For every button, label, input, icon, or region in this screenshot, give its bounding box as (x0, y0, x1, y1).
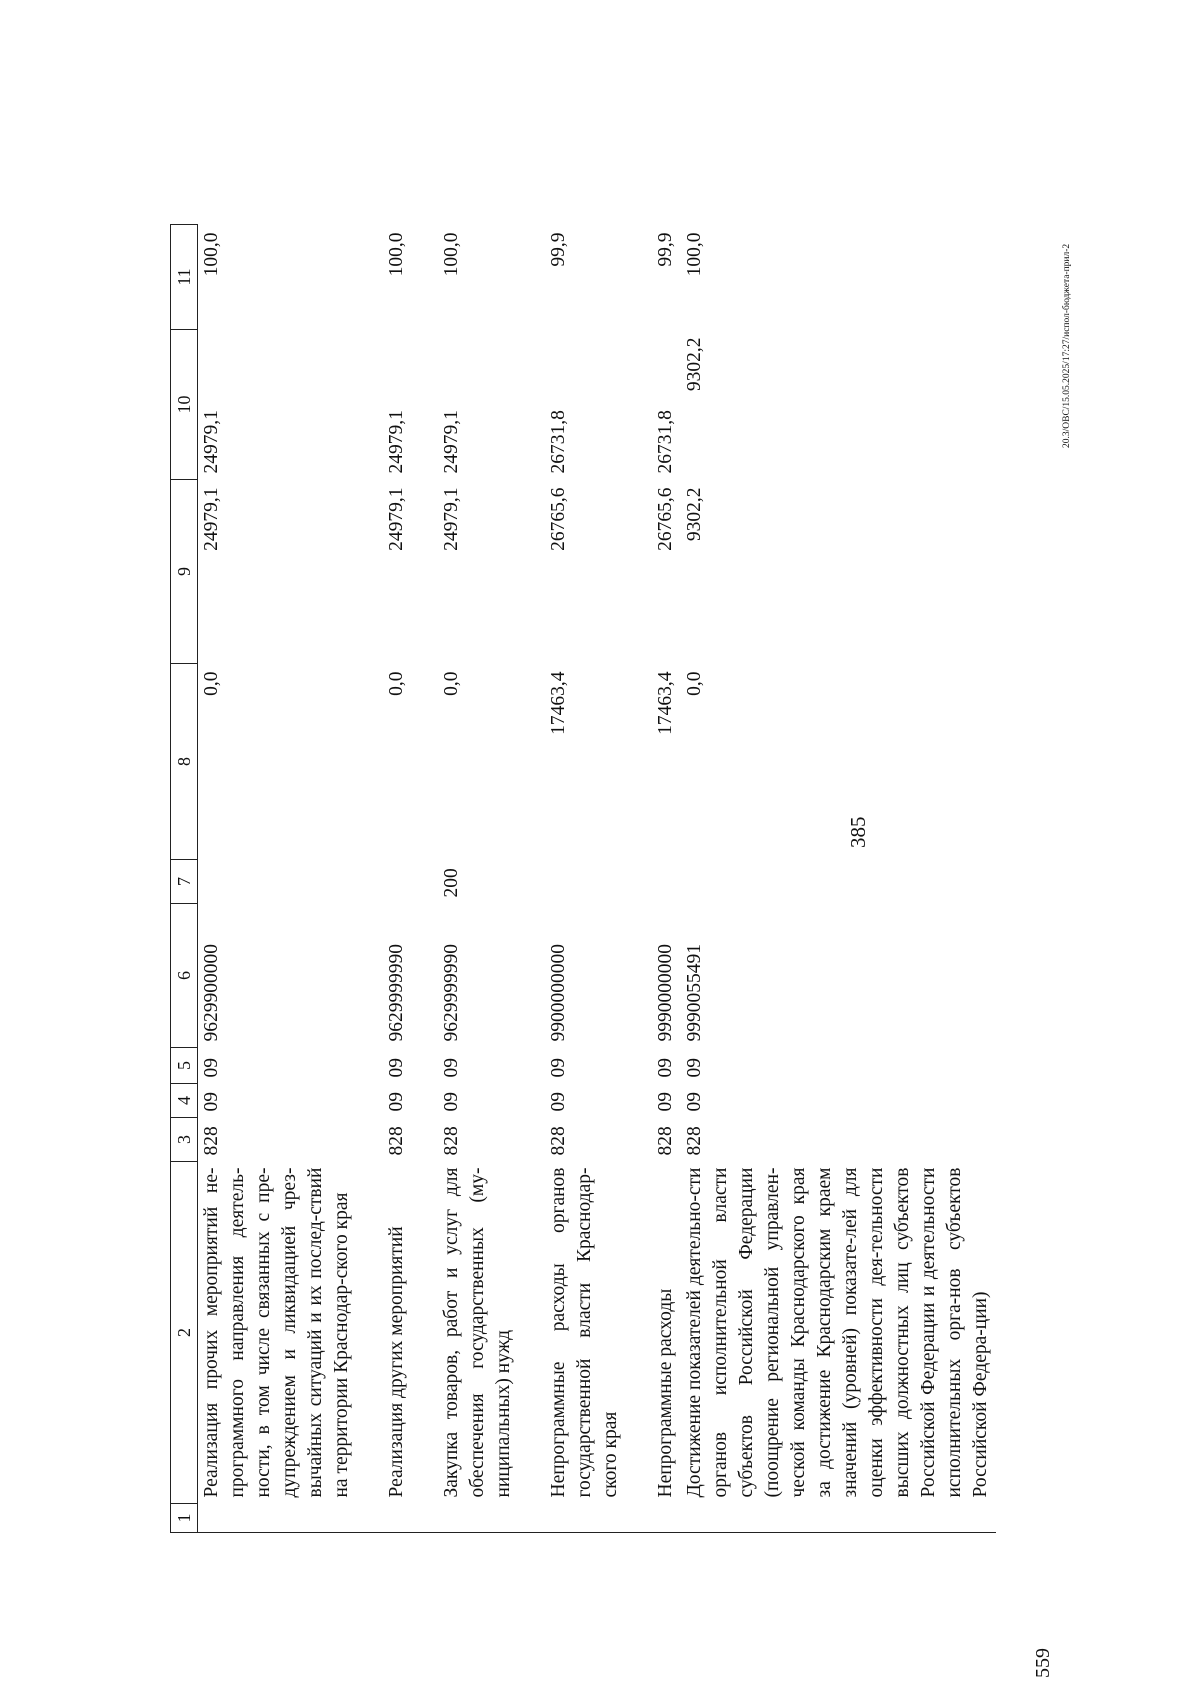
table-row (198, 225, 358, 1533)
cell-col10: 26731,8 (655, 410, 676, 474)
cell-col1 (438, 1504, 519, 1533)
cell-vr (681, 860, 996, 904)
cell-col9: 24979,1 (201, 487, 222, 551)
row-gap (519, 225, 545, 1533)
column-header: 1 (171, 1504, 198, 1533)
column-header: 4 (171, 1084, 198, 1118)
cell-col8: 0,0 (441, 671, 462, 696)
page-number: 385 (846, 816, 870, 848)
cell-col8: 0,0 (386, 671, 407, 696)
cell-col11: 100,0 (684, 232, 705, 277)
cell-pr: 09 (386, 1058, 407, 1078)
cell-ved: 828 (684, 1126, 705, 1156)
cell-vr (198, 860, 358, 904)
cell-csr: 9629999990 (441, 944, 462, 1042)
cell-csr: 9629999990 (386, 944, 407, 1042)
column-header: 5 (171, 1048, 198, 1084)
cell-col8: 0,0 (201, 671, 222, 696)
cell-col11: 100,0 (441, 232, 462, 277)
row-gap (626, 225, 652, 1533)
row-gap (412, 225, 438, 1533)
cell-col11: 100,0 (386, 232, 407, 277)
cell-ved: 828 (201, 1126, 222, 1156)
cell-csr: 9990055491 (684, 944, 705, 1042)
cell-vr (545, 860, 626, 904)
cell-col1 (545, 1504, 626, 1533)
cell-name: Закупка товаров, работ и услуг для обеспечения государственных (му-ниципальных) нужд (441, 1167, 514, 1498)
cell-name: Реализация других мероприятий (386, 1226, 407, 1498)
cell-rz: 09 (441, 1092, 462, 1112)
cell-col8: 0,0 (684, 671, 705, 696)
cell-vr: 200 (441, 868, 462, 898)
table-row (681, 225, 996, 1533)
cell-col11: 100,0 (201, 232, 222, 277)
cell-ved: 828 (441, 1126, 462, 1156)
cell-col8: 17463,4 (548, 671, 569, 735)
cell-ved: 828 (655, 1126, 676, 1156)
cell-rz: 09 (548, 1092, 569, 1112)
cell-rz: 09 (201, 1092, 222, 1112)
table-row (652, 225, 681, 1533)
cell-ved: 828 (386, 1126, 407, 1156)
cell-name: Непрограммные расходы органов государственной власти Краснодар-ского края (548, 1167, 621, 1498)
cell-col9: 26765,6 (548, 487, 569, 551)
cell-col9: 24979,1 (441, 487, 462, 551)
cell-csr: 9900000000 (548, 944, 569, 1042)
cell-col8: 17463,4 (655, 671, 676, 735)
column-header: 11 (171, 225, 198, 330)
cell-name: Реализация прочих мероприятий не-программного направления деятель-ности, в том числе связанных с пре-дупреждением и ликвидацией чрез-вычайных ситуаций и их послед-ствий на территории Краснодар-ского края (201, 1167, 352, 1498)
cell-col1 (198, 1504, 358, 1533)
cell-vr (652, 860, 681, 904)
table-row (545, 225, 626, 1533)
cell-pr: 09 (441, 1058, 462, 1078)
cell-col9: 9302,2 (684, 487, 705, 542)
table-row (438, 225, 519, 1533)
cell-rz: 09 (684, 1092, 705, 1112)
cell-col11: 99,9 (655, 232, 676, 267)
cell-pr: 09 (201, 1058, 222, 1078)
rotated-page-content (10, 8, 1090, 1688)
column-header: 9 (171, 480, 198, 664)
cell-rz: 09 (655, 1092, 676, 1112)
column-header: 2 (171, 1162, 198, 1504)
cell-name: Непрограммные расходы (655, 1288, 676, 1498)
column-header: 6 (171, 904, 198, 1048)
cell-pr: 09 (655, 1058, 676, 1078)
cell-col10: 26731,8 (548, 410, 569, 474)
cell-pr: 09 (548, 1058, 569, 1078)
cell-col10: 24979,1 (201, 410, 222, 474)
cell-col9: 26765,6 (655, 487, 676, 551)
cell-csr: 9990000000 (655, 944, 676, 1042)
cell-csr: 9629900000 (201, 944, 222, 1042)
column-header: 7 (171, 860, 198, 904)
row-gap (357, 225, 383, 1533)
cell-vr (383, 860, 412, 904)
cell-col10: 24979,1 (386, 410, 407, 474)
table-row (383, 225, 412, 1533)
column-header: 10 (171, 330, 198, 480)
cell-ved: 828 (548, 1126, 569, 1156)
sheet-number: 559 (1032, 1648, 1054, 1678)
budget-table (170, 224, 996, 1533)
cell-col1 (383, 1504, 412, 1533)
cell-pr: 09 (684, 1058, 705, 1078)
cell-rz: 09 (386, 1092, 407, 1112)
cell-col1 (652, 1504, 681, 1533)
document-code: 20.3/ОВС/15.05.2025/17:27/испол-бюджета-прил-2 (1062, 243, 1072, 448)
cell-col11: 99,9 (548, 232, 569, 267)
cell-col10: 9302,2 (684, 337, 705, 392)
cell-col1 (681, 1504, 996, 1533)
cell-col10: 24979,1 (441, 410, 462, 474)
column-header: 8 (171, 664, 198, 860)
cell-name: Достижение показателей деятельно-сти органов исполнительной власти субъектов Российской Федерации (поощрение региональной управлен-ческой команды Краснодарского края за достижение Краснодарским краем значений (уровней) показате-лей для оценки эффективности дея-тельности высших должностных лиц субъектов Российской Федерации и деятельности исполнительных орга-нов субъектов Российской Федера-ции) (684, 1167, 991, 1498)
column-number-row (171, 225, 198, 1533)
column-header: 3 (171, 1118, 198, 1162)
cell-col9: 24979,1 (386, 487, 407, 551)
